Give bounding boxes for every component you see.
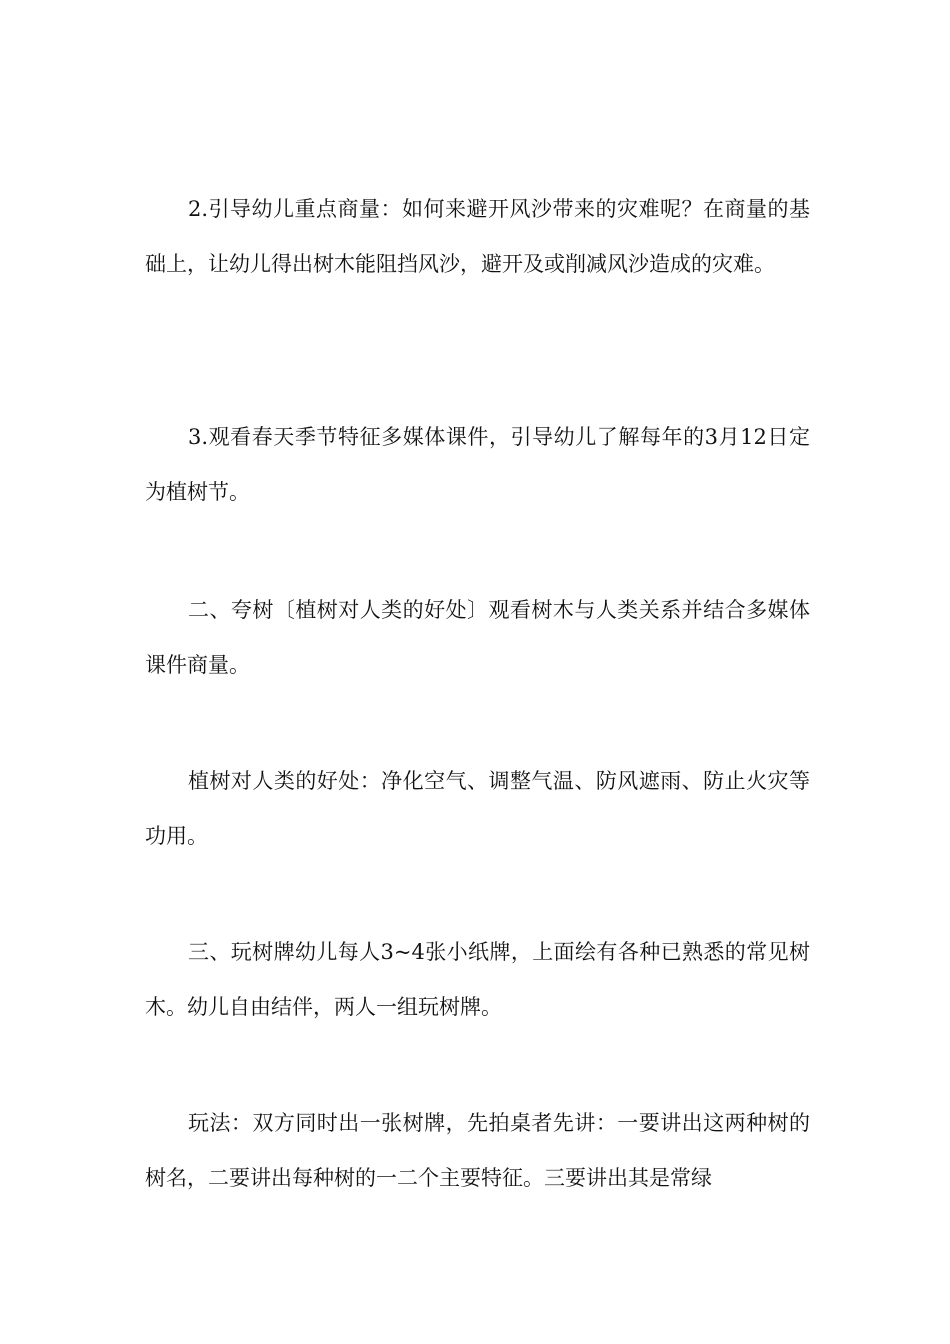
- paragraph-praise-trees: 二、夸树〔植树对人类的好处〕观看树木与人类关系并结合多媒体课件商量。: [145, 598, 810, 677]
- paragraph-tree-cards: 三、玩树牌幼儿每人3~4张小纸牌，上面绘有各种已熟悉的常见树木。幼儿自由结伴，两人一组玩树牌。: [145, 940, 810, 1019]
- paragraph-tree-benefits: 植树对人类的好处：净化空气、调整气温、防风遮雨、防止火灾等功用。: [145, 769, 810, 848]
- paragraph-arbor-day: 3.观看春天季节特征多媒体课件，引导幼儿了解每年的3月12日定为植树节。: [145, 425, 810, 504]
- paragraph-game-rules: 玩法：双方同时出一张树牌，先拍桌者先讲：一要讲出这两种树的树名，二要讲出每种树的一二个主要特征。三要讲出其是常绿: [145, 1111, 810, 1190]
- paragraph-discuss-sandstorm: 2.引导幼儿重点商量：如何来避开风沙带来的灾难呢？在商量的基础上，让幼儿得出树木能阻挡风沙，避开及或削减风沙造成的灾难。: [145, 197, 810, 276]
